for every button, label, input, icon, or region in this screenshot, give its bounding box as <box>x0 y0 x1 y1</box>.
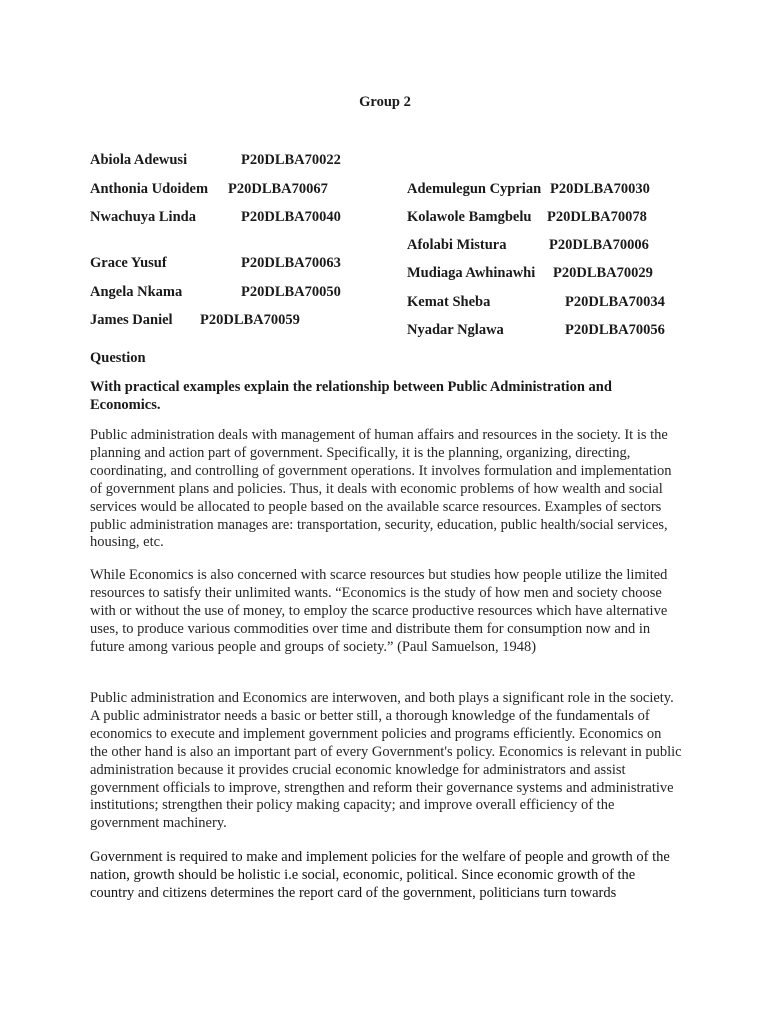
paragraph-1: Public administration deals with management of human affairs and resources in the society. It is the planning and action part of government. Specifically, it is the planning, organizing, directing, coordinating, and controlling of government operations. It involves formulation and implementation of government plans and policies. Thus, it deals with economic problems of how wealth and social services would be allocated to people based on the available scarce resources. Examples of sectors public administration manages are: transportation, security, education, public health/social services, housing, etc. <box>90 427 672 551</box>
member-right-4 <box>407 264 653 282</box>
member-name: Mudiaga Awhinawhi <box>407 265 536 281</box>
member-name: Angela Nkama <box>90 284 183 300</box>
member-id: P20DLBA70030 <box>550 181 650 197</box>
member-left-2 <box>90 180 328 198</box>
member-left-3 <box>90 208 341 226</box>
member-name: Ademulegun Cyprian <box>407 181 542 197</box>
member-id: P20DLBA70078 <box>547 209 647 225</box>
member-id: P20DLBA70006 <box>549 237 649 253</box>
paragraph-2: While Economics is also concerned with scarce resources but studies how people utilize the limited resources to satisfy their unlimited wants. “Economics is the study of how men and society choose with or without the use of money, to employ the scarce productive resources which have alternative uses, to produce various commodities over time and distribute them for consumption now and in future among various people and groups of society.” (Paul Samuelson, 1948) <box>90 567 668 655</box>
member-right-6 <box>407 321 665 339</box>
member-right-1 <box>407 180 650 198</box>
member-left-5 <box>90 283 341 301</box>
member-left-1 <box>90 151 341 169</box>
question-text: With practical examples explain the relationship between Public Administration and Economics. <box>90 379 612 413</box>
member-name: James Daniel <box>90 312 173 328</box>
member-left-6 <box>90 311 300 329</box>
document-page <box>90 0 686 1024</box>
member-id: P20DLBA70056 <box>565 322 665 338</box>
member-id: P20DLBA70034 <box>565 294 665 310</box>
member-name: Grace Yusuf <box>90 255 167 271</box>
member-name: Nwachuya Linda <box>90 209 196 225</box>
member-id: P20DLBA70067 <box>228 181 328 197</box>
member-id: P20DLBA70022 <box>241 152 341 168</box>
member-name: Kemat Sheba <box>407 294 491 310</box>
question-label: Question <box>90 350 146 366</box>
member-id: P20DLBA70059 <box>200 312 300 328</box>
member-id: P20DLBA70050 <box>241 284 341 300</box>
paragraph-4: Government is required to make and implement policies for the welfare of people and growth of the nation, growth should be holistic i.e social, economic, political. Since economic growth of the country and citizens determines the report card of the government, politicians turn towards <box>90 849 670 901</box>
member-right-3 <box>407 236 649 254</box>
member-name: Nyadar Nglawa <box>407 322 504 338</box>
member-name: Kolawole Bamgbelu <box>407 209 532 225</box>
member-id: P20DLBA70040 <box>241 209 341 225</box>
paragraph-3: Public administration and Economics are interwoven, and both plays a significant role in the society. A public administrator needs a basic or better still, a thorough knowledge of the fundamentals of economics to execute and implement government policies and programs efficiently. Economics on the other hand is also an important part of every Government's policy. Economics is relevant in public administration because it provides crucial economic knowledge for administrators and assist government officials to improve, strengthen and reform their governance systems and administrative institutions; strengthen their policy making capacity; and improve overall efficiency of the government machinery. <box>90 690 682 832</box>
member-right-2 <box>407 208 647 226</box>
member-name: Anthonia Udoidem <box>90 181 209 197</box>
member-name: Afolabi Mistura <box>407 237 507 253</box>
member-name: Abiola Adewusi <box>90 152 188 168</box>
member-id: P20DLBA70029 <box>553 265 653 281</box>
member-id: P20DLBA70063 <box>241 255 341 271</box>
member-right-5 <box>407 293 665 311</box>
member-left-4 <box>90 254 341 272</box>
group-title: Group 2 <box>359 94 411 110</box>
